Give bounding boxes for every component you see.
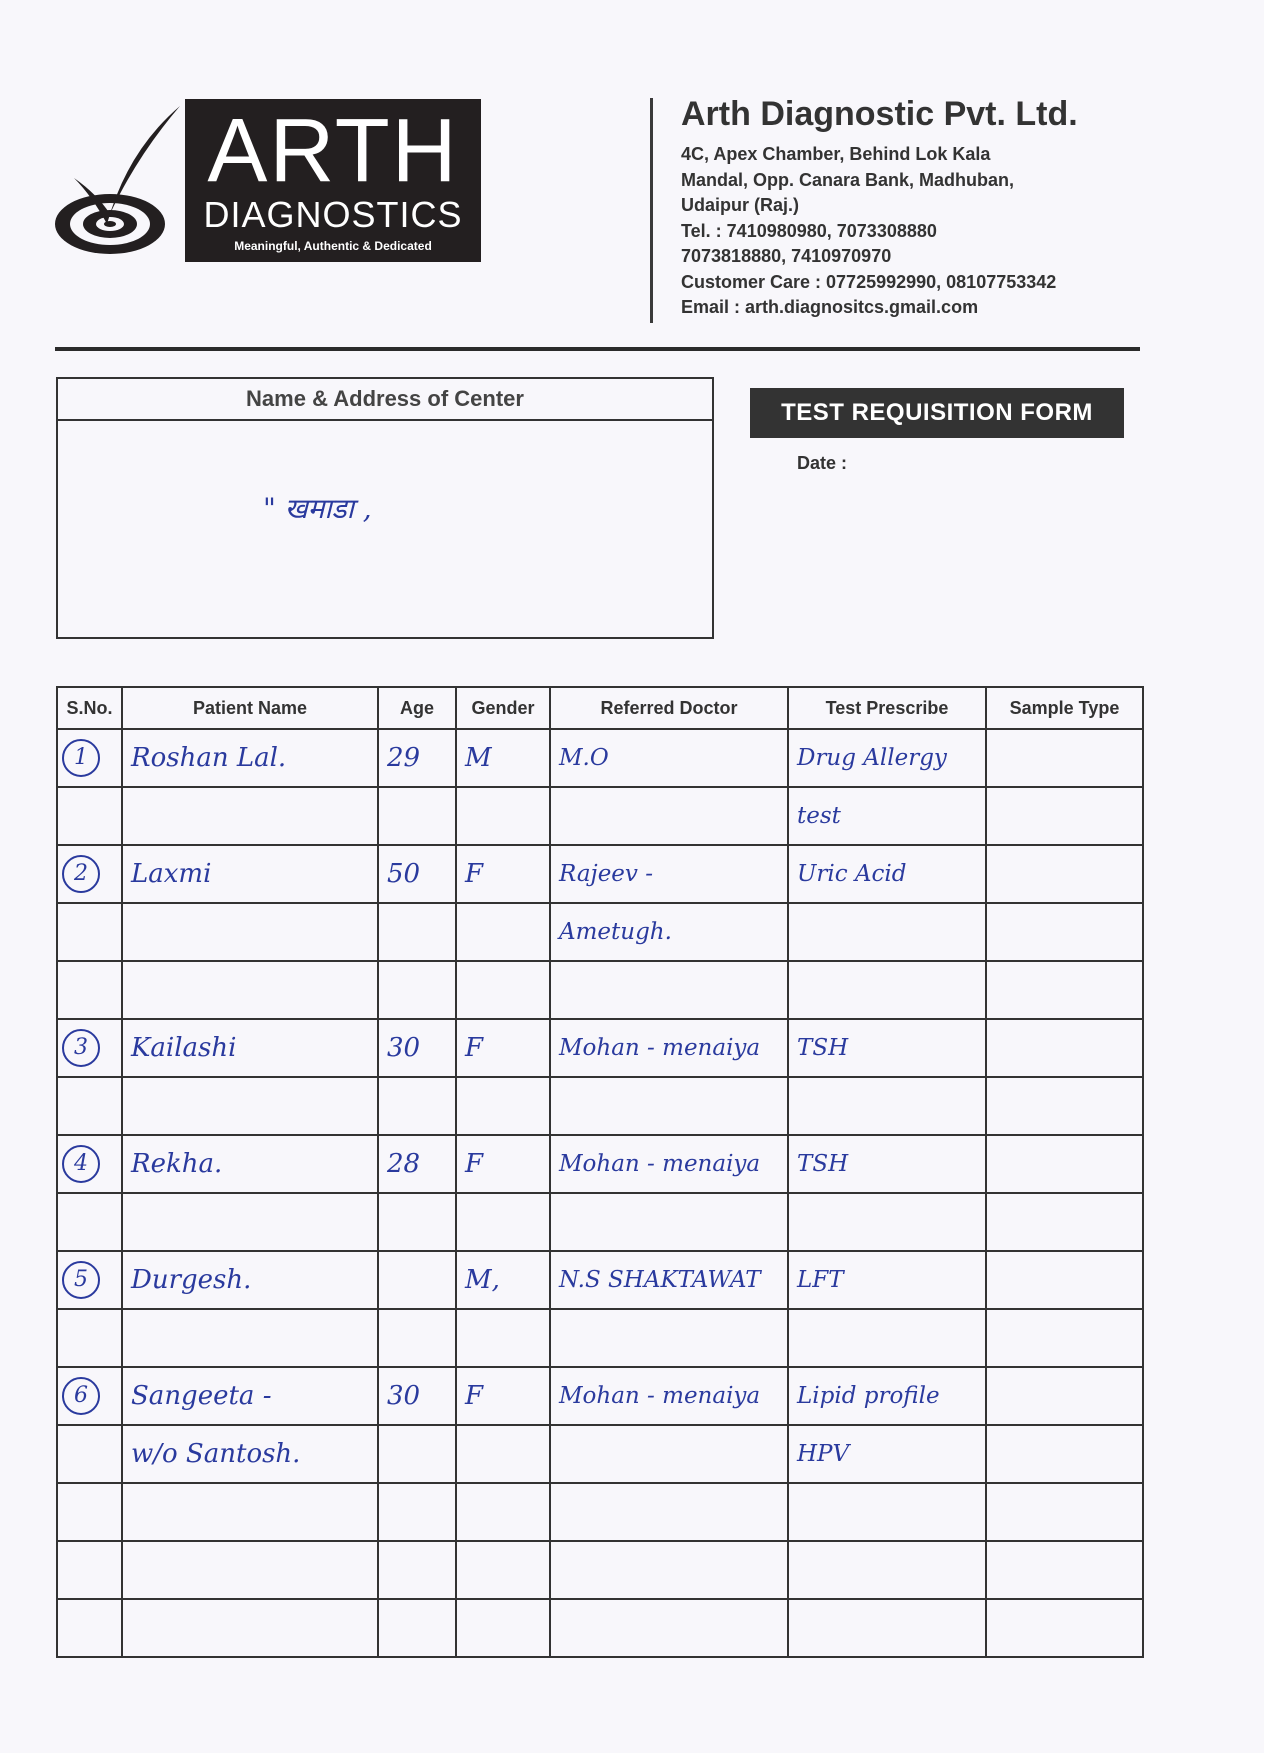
cell-gender[interactable] [456,845,550,903]
table-row [57,1135,1143,1193]
table-row [57,1367,1143,1425]
handwritten-age: 29 [387,743,421,773]
cell-patient-name[interactable] [122,729,378,787]
handwritten-patient-name: Sangeeta - [131,1381,272,1411]
cell-sno[interactable] [57,1193,122,1251]
cell-test-prescribe[interactable] [788,1077,986,1135]
cell-sno[interactable] [57,1367,122,1425]
table-row [57,1309,1143,1367]
date-label: Date : [797,453,848,473]
cell-test-prescribe[interactable] [788,1367,986,1425]
table-row [57,787,1143,845]
handwritten-patient-name: Laxmi [131,859,212,889]
serial-number: 5 [62,1261,100,1299]
header-rule [55,347,1140,351]
cell-age[interactable] [378,1135,456,1193]
cell-age[interactable] [378,1367,456,1425]
logo-wordmark [185,99,481,262]
cell-gender[interactable] [456,1541,550,1599]
center-heading: Name & Address of Center [58,379,712,421]
address-line-1: 4C, Apex Chamber, Behind Lok Kala [681,144,991,164]
center-handwritten: " खमाडा , [263,492,372,525]
table-row [57,1483,1143,1541]
telephone-line-2: 7073818880, 7410970970 [681,246,892,266]
cell-age[interactable] [378,1077,456,1135]
cell-patient-name[interactable] [122,1483,378,1541]
cell-test-prescribe[interactable] [788,1541,986,1599]
header-sample-type: Sample Type [986,687,1143,729]
cell-test-prescribe[interactable] [788,787,986,845]
handwritten-test-prescribe: TSH [797,1151,849,1177]
handwritten-referred-doctor: M.O [559,745,609,771]
cell-gender[interactable] [456,1425,550,1483]
cell-patient-name[interactable] [122,1019,378,1077]
cell-referred-doctor[interactable] [550,845,788,903]
cell-sample-type[interactable] [986,1541,1143,1599]
handwritten-patient-name: Roshan Lal. [131,743,287,773]
cell-sample-type[interactable] [986,1425,1143,1483]
cell-gender[interactable] [456,1309,550,1367]
serial-number: 4 [62,1145,100,1183]
cell-sno[interactable] [57,729,122,787]
table-row [57,903,1143,961]
handwritten-patient-name: Kailashi [131,1033,237,1063]
cell-referred-doctor[interactable] [550,1251,788,1309]
cell-patient-name[interactable] [122,787,378,845]
address-line-2: Mandal, Opp. Canara Bank, Madhuban, [681,169,1015,190]
company-name: Arth Diagnostic Pvt. Ltd. [681,95,1078,133]
cell-age[interactable] [378,845,456,903]
handwritten-gender: M, [465,1265,500,1295]
logo-tagline: Meaningful, Authentic & Dedicated [234,239,432,253]
cell-sno[interactable] [57,1483,122,1541]
cell-sample-type[interactable] [986,787,1143,845]
cell-sno[interactable] [57,1251,122,1309]
cell-sample-type[interactable] [986,1483,1143,1541]
cell-sno[interactable] [57,1599,122,1657]
cell-referred-doctor[interactable] [550,1019,788,1077]
handwritten-referred-doctor: N.S SHAKTAWAT [559,1267,761,1293]
cell-referred-doctor[interactable] [550,787,788,845]
cell-sample-type[interactable] [986,1599,1143,1657]
email: Email : arth.diagnositcs.gmail.com [681,297,979,317]
cell-test-prescribe[interactable] [788,1599,986,1657]
cell-test-prescribe[interactable] [788,1193,986,1251]
handwritten-referred-doctor: Ametugh. [559,919,672,945]
cell-age[interactable] [378,1251,456,1309]
cell-sample-type[interactable] [986,1309,1143,1367]
cell-patient-name[interactable] [122,903,378,961]
table-row [57,845,1143,903]
arth-logo [52,96,482,266]
cell-sno[interactable] [57,1541,122,1599]
serial-number: 6 [62,1377,100,1415]
logo-brand: ARTH [207,101,459,201]
handwritten-gender: F [465,1381,484,1411]
handwritten-patient-name: Rekha. [131,1149,223,1179]
header-test-prescribe: Test Prescribe [788,687,986,729]
telephone-line-1: Tel. : 7410980980, 7073308880 [681,220,937,241]
table-row [57,1425,1143,1483]
cell-sno[interactable] [57,1425,122,1483]
cell-referred-doctor[interactable] [550,1367,788,1425]
cell-age[interactable] [378,1309,456,1367]
table-row [57,1599,1143,1657]
cell-sno[interactable] [57,1019,122,1077]
handwritten-test-prescribe: test [797,803,841,829]
cell-sno[interactable] [57,845,122,903]
handwritten-test-prescribe: TSH [797,1035,849,1061]
table-row [57,1077,1143,1135]
cell-test-prescribe[interactable] [788,1483,986,1541]
handwritten-referred-doctor: Mohan - menaiya [559,1383,761,1409]
cell-age[interactable] [378,787,456,845]
cell-test-prescribe[interactable] [788,1425,986,1483]
cell-patient-name[interactable] [122,1367,378,1425]
header-age: Age [378,687,456,729]
cell-sample-type[interactable] [986,903,1143,961]
cell-sample-type[interactable] [986,1019,1143,1077]
cell-gender[interactable] [456,903,550,961]
cell-age[interactable] [378,1599,456,1657]
cell-referred-doctor[interactable] [550,1541,788,1599]
form-title: TEST REQUISITION FORM [750,388,1124,438]
table-row [57,1193,1143,1251]
table-row [57,961,1143,1019]
cell-gender[interactable] [456,1135,550,1193]
cell-gender[interactable] [456,1193,550,1251]
cell-referred-doctor[interactable] [550,1599,788,1657]
cell-age[interactable] [378,1193,456,1251]
handwritten-test-prescribe: Lipid profile [797,1383,940,1409]
cell-test-prescribe[interactable] [788,1019,986,1077]
center-address-box[interactable] [56,377,714,639]
handwritten-referred-doctor: Rajeev - [559,861,653,887]
cell-patient-name[interactable] [122,1541,378,1599]
company-info [681,95,1151,321]
cell-test-prescribe[interactable] [788,1251,986,1309]
cell-sample-type[interactable] [986,961,1143,1019]
header-sno: S.No. [57,687,122,729]
cell-test-prescribe[interactable] [788,1135,986,1193]
handwritten-age: 30 [387,1381,421,1411]
cell-test-prescribe[interactable] [788,845,986,903]
table-row [57,1251,1143,1309]
header-patient-name: Patient Name [122,687,378,729]
cell-patient-name[interactable] [122,961,378,1019]
handwritten-gender: F [465,859,484,889]
cell-gender[interactable] [456,729,550,787]
table-row [57,729,1143,787]
cell-gender[interactable] [456,1599,550,1657]
cell-sno[interactable] [57,903,122,961]
handwritten-age: 30 [387,1033,421,1063]
cell-test-prescribe[interactable] [788,729,986,787]
cell-referred-doctor[interactable] [550,961,788,1019]
handwritten-referred-doctor: Mohan - menaiya [559,1151,761,1177]
cell-age[interactable] [378,903,456,961]
cell-patient-name[interactable] [122,845,378,903]
cell-patient-name[interactable] [122,1135,378,1193]
handwritten-gender: F [465,1149,484,1179]
cell-referred-doctor[interactable] [550,729,788,787]
cell-referred-doctor[interactable] [550,1135,788,1193]
cell-sample-type[interactable] [986,1251,1143,1309]
table-header-row [57,687,1143,729]
cell-gender[interactable] [456,1483,550,1541]
cell-gender[interactable] [456,1077,550,1135]
handwritten-test-prescribe: Uric Acid [797,861,907,887]
cell-referred-doctor[interactable] [550,1077,788,1135]
serial-number: 2 [62,855,100,893]
handwritten-gender: M [465,743,492,773]
cell-referred-doctor[interactable] [550,1425,788,1483]
handwritten-test-prescribe: Drug Allergy [797,745,947,771]
cell-patient-name[interactable] [122,1425,378,1483]
cell-sample-type[interactable] [986,1193,1143,1251]
cell-sno[interactable] [57,1309,122,1367]
target-check-icon [52,106,182,256]
cell-sample-type[interactable] [986,845,1143,903]
cell-patient-name[interactable] [122,1309,378,1367]
table-row [57,1019,1143,1077]
cell-gender[interactable] [456,961,550,1019]
cell-age[interactable] [378,1483,456,1541]
serial-number: 3 [62,1029,100,1067]
cell-test-prescribe[interactable] [788,1309,986,1367]
cell-age[interactable] [378,1541,456,1599]
logo-sub: DIAGNOSTICS [203,194,463,235]
cell-patient-name[interactable] [122,1193,378,1251]
table-row [57,1541,1143,1599]
handwritten-test-prescribe: HPV [797,1441,850,1467]
cell-sample-type[interactable] [986,729,1143,787]
cell-sample-type[interactable] [986,1077,1143,1135]
cell-referred-doctor[interactable] [550,1309,788,1367]
cell-age[interactable] [378,729,456,787]
header-gender: Gender [456,687,550,729]
cell-gender[interactable] [456,787,550,845]
cell-age[interactable] [378,1019,456,1077]
cell-referred-doctor[interactable] [550,1483,788,1541]
cell-sno[interactable] [57,1135,122,1193]
header-referred-doctor: Referred Doctor [550,687,788,729]
cell-age[interactable] [378,1425,456,1483]
cell-sno[interactable] [57,787,122,845]
handwritten-patient-name: Durgesh. [131,1265,252,1295]
cell-gender[interactable] [456,1019,550,1077]
cell-patient-name[interactable] [122,1599,378,1657]
handwritten-test-prescribe: LFT [797,1267,844,1293]
handwritten-gender: F [465,1033,484,1063]
patient-table [56,686,1144,1658]
serial-number: 1 [62,739,100,777]
cell-age[interactable] [378,961,456,1019]
cell-test-prescribe[interactable] [788,903,986,961]
cell-sample-type[interactable] [986,1135,1143,1193]
header-divider [650,98,653,323]
cell-sno[interactable] [57,1077,122,1135]
handwritten-referred-doctor: Mohan - menaiya [559,1035,761,1061]
address-line-3: Udaipur (Raj.) [681,195,800,215]
cell-referred-doctor[interactable] [550,903,788,961]
handwritten-age: 50 [387,859,421,889]
customer-care: Customer Care : 07725992990, 08107753342 [681,271,1057,292]
cell-test-prescribe[interactable] [788,961,986,1019]
handwritten-patient-name: w/o Santosh. [131,1439,301,1469]
cell-sno[interactable] [57,961,122,1019]
handwritten-age: 28 [387,1149,421,1179]
cell-patient-name[interactable] [122,1077,378,1135]
cell-gender[interactable] [456,1367,550,1425]
cell-patient-name[interactable] [122,1251,378,1309]
cell-gender[interactable] [456,1251,550,1309]
cell-referred-doctor[interactable] [550,1193,788,1251]
cell-sample-type[interactable] [986,1367,1143,1425]
